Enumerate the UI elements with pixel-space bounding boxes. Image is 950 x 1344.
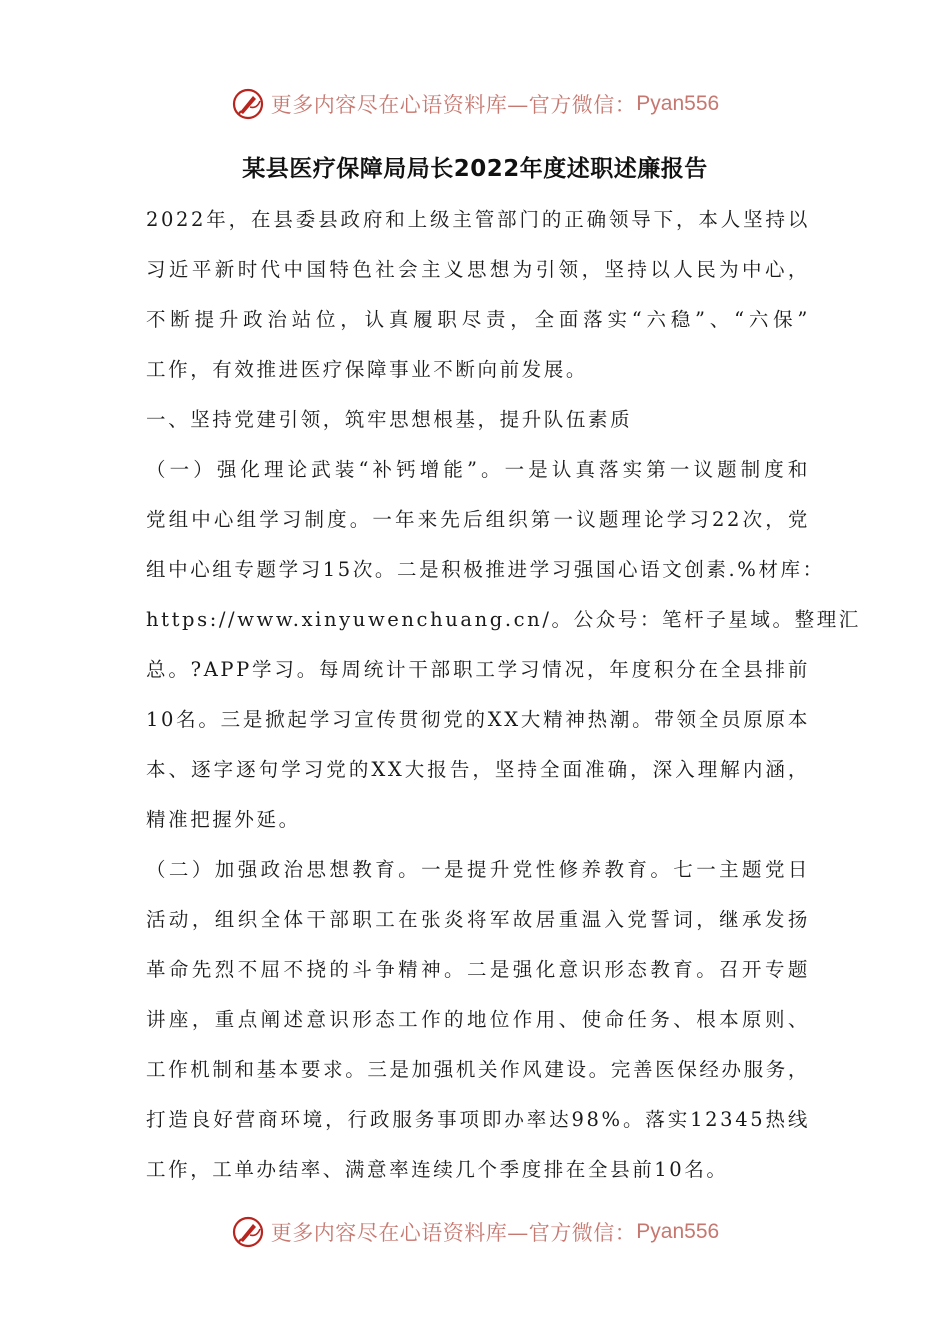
text-line: （一）强化理论武装“补钙增能”。一是认真落实第一议题制度和	[146, 458, 810, 481]
text-line: 工作机制和基本要求。三是加强机关作风建设。完善医保经办服务，	[146, 1058, 810, 1081]
text-line: https://www.xinyuwenchuang.cn/。公众号：笔杆子星域。整理汇	[146, 608, 861, 631]
text-line: 党组中心组学习制度。一年来先后组织第一议题理论学习22次，党	[146, 508, 810, 531]
text-line: 工作，有效推进医疗保障事业不断向前发展。	[146, 358, 589, 381]
banner-wechat-handle: Pyan556	[636, 92, 720, 115]
text-line: 10名。三是掀起学习宣传贯彻党的XX大精神热潮。带领全员原原本	[146, 708, 810, 731]
text-line: 讲座，重点阐述意识形态工作的地位作用、使命任务、根本原则、	[146, 1008, 810, 1031]
text-line: 习近平新时代中国特色社会主义思想为引领，坚持以人民为中心，	[146, 258, 810, 281]
text-line: 本、逐字逐句学习党的XX大报告，坚持全面准确，深入理解内涵，	[146, 758, 810, 781]
text-line: 革命先烈不屈不挠的斗争精神。二是强化意识形态教育。召开专题	[146, 958, 810, 981]
section-heading: 一、坚持党建引领，筑牢思想根基，提升队伍素质	[146, 408, 633, 431]
text-line: 组中心组专题学习15次。二是积极推进学习强国心语文创素.%材库：	[146, 558, 825, 581]
banner-text: 更多内容尽在心语资料库—官方微信：	[270, 1221, 637, 1245]
text-line: 活动，组织全体干部职工在张炎将军故居重温入党誓词，继承发扬	[146, 908, 810, 931]
text-line: 工作，工单办结率、满意率连续几个季度排在全县前10名。	[146, 1158, 729, 1181]
text-line: 不断提升政治站位，认真履职尽责，全面落实“六稳”、“六保”	[146, 308, 810, 331]
footer-watermark-banner	[0, 1212, 950, 1252]
document-title: 某县医疗保障局局长2022年度述职述廉报告	[242, 156, 708, 182]
text-line: 精准把握外延。	[146, 808, 301, 831]
header-watermark-banner	[0, 84, 950, 124]
text-line: 总。?APP学习。每周统计干部职工学习情况，年度积分在全县排前	[146, 658, 810, 681]
quill-logo-icon	[231, 87, 265, 121]
banner-wechat-handle: Pyan556	[636, 1220, 720, 1243]
document-body	[146, 200, 861, 1200]
text-line: （二）加强政治思想教育。一是提升党性修养教育。七一主题党日	[146, 858, 810, 881]
banner-text: 更多内容尽在心语资料库—官方微信：	[270, 93, 637, 117]
text-line: 打造良好营商环境，行政服务事项即办率达98%。落实12345热线	[146, 1108, 810, 1131]
quill-logo-icon	[231, 1215, 265, 1249]
text-line: 2022年，在县委县政府和上级主管部门的正确领导下，本人坚持以	[146, 208, 810, 231]
